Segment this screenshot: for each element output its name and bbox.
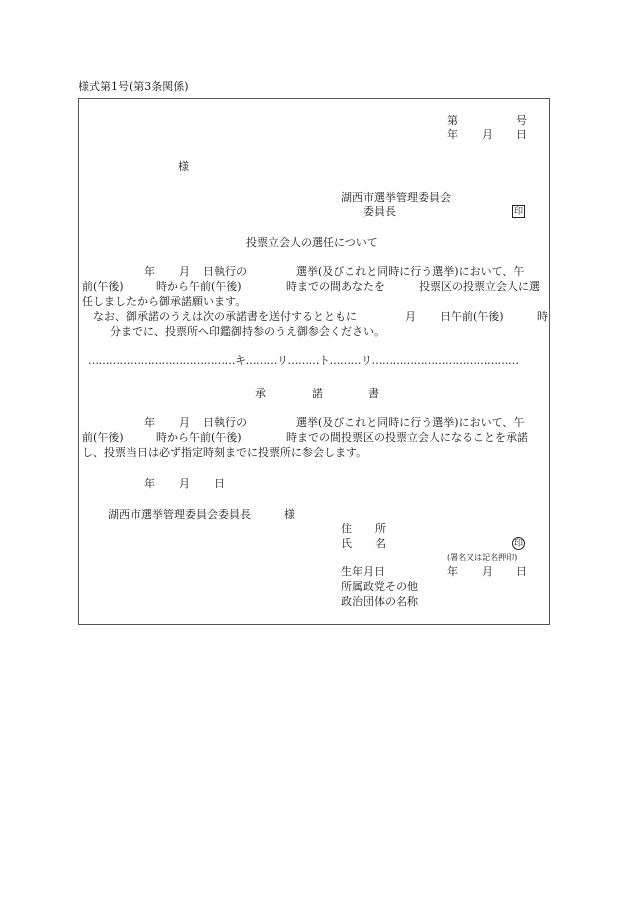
seal-note: (署名又は記名押印) (447, 553, 518, 562)
con-date-year: 年 (144, 477, 155, 490)
con-date-day: 日 (214, 477, 225, 490)
con-date-month: 月 (179, 477, 190, 490)
req-p2-l2: 分までに、投票所へ印鑑御持参のうえ御参会ください。 (110, 325, 385, 338)
issuer-org: 湖西市選挙管理委員会 (341, 191, 451, 204)
req-p2-l1-month: 月 (405, 310, 416, 323)
con-to-org: 湖西市選挙管理委員会委員長 (108, 508, 251, 521)
con-l1-year: 年 (144, 416, 155, 429)
con-l1-day-exec: 日執行の (203, 416, 247, 429)
date-day: 日 (516, 128, 527, 141)
field-birth-year: 年 (447, 565, 458, 578)
date-year: 年 (447, 128, 458, 141)
con-to-sama: 様 (284, 508, 295, 521)
number-suffix: 号 (516, 114, 527, 127)
con-l2-from: 時から午前(午後) (156, 431, 242, 444)
req-p2-l1-hour: 時 (537, 310, 548, 323)
req-l2-from: 時から午前(午後) (156, 280, 242, 293)
cut-ri-2: リ (361, 354, 372, 367)
addressee-sama: 様 (178, 160, 189, 173)
req-l2-am-pm: 前(午後) (82, 280, 124, 293)
field-address-b: 所 (375, 522, 386, 535)
req-l3: 任しましたから御承諾願います。 (82, 295, 247, 308)
request-title: 投票立会人の選任について (246, 236, 378, 249)
req-p2-l1-day-am: 日午前(午後) (440, 310, 504, 323)
consent-title-3: 書 (368, 387, 379, 400)
cut-ki: キ (235, 354, 246, 367)
field-birth: 生年月日 (341, 565, 385, 578)
req-l1-month: 月 (179, 265, 190, 278)
con-l1-election: 選挙(及びこれと同時に行う選挙)において、午 (296, 416, 525, 429)
cut-line (88, 354, 519, 368)
applicant-seal: 印 (513, 539, 523, 549)
req-l1-year: 年 (144, 265, 155, 278)
field-address-a: 住 (341, 522, 352, 535)
cut-to: ト (319, 354, 330, 367)
field-name-a: 氏 (341, 537, 352, 550)
field-name-b: 名 (375, 537, 386, 550)
field-party-2: 政治団体の名称 (341, 595, 418, 608)
consent-title-1: 承 (255, 387, 266, 400)
con-l2-am-pm: 前(午後) (82, 431, 124, 444)
date-month: 月 (482, 128, 493, 141)
cut-dots-a: …………………………………… (88, 354, 235, 367)
req-l2-until: 時までの間あなたを (286, 280, 385, 293)
form-label: 様式第1号(第3条関係) (78, 80, 189, 93)
req-l1-election: 選挙(及びこれと同時に行う選挙)において、午 (296, 265, 525, 278)
cut-ri-1: リ (277, 354, 288, 367)
req-p2-l1-note: なお、御承諾のうえは次の承諾書を送付するとともに (93, 310, 357, 323)
req-l1-day-exec: 日執行の (203, 265, 247, 278)
issuer-seal: 印 (513, 207, 523, 217)
con-l3: し、投票当日は必ず指定時刻までに投票所に参会します。 (82, 446, 368, 459)
number-prefix: 第 (447, 114, 458, 127)
req-l2-district: 投票区の投票立会人に選 (419, 280, 540, 293)
cut-dots-d: ……… (329, 354, 361, 367)
con-l1-month: 月 (179, 416, 190, 429)
con-l2-until: 時までの間投票区の投票立会人になることを承諾 (286, 431, 528, 444)
field-birth-day: 日 (516, 565, 527, 578)
cut-dots-e: …………………………………… (371, 354, 519, 367)
cut-dots-b: ……… (245, 354, 277, 367)
field-party-1: 所属政党その他 (341, 580, 418, 593)
cut-dots-c: ……… (287, 354, 319, 367)
consent-title-2: 諾 (312, 387, 323, 400)
issuer-title: 委員長 (363, 205, 396, 218)
field-birth-month: 月 (482, 565, 493, 578)
